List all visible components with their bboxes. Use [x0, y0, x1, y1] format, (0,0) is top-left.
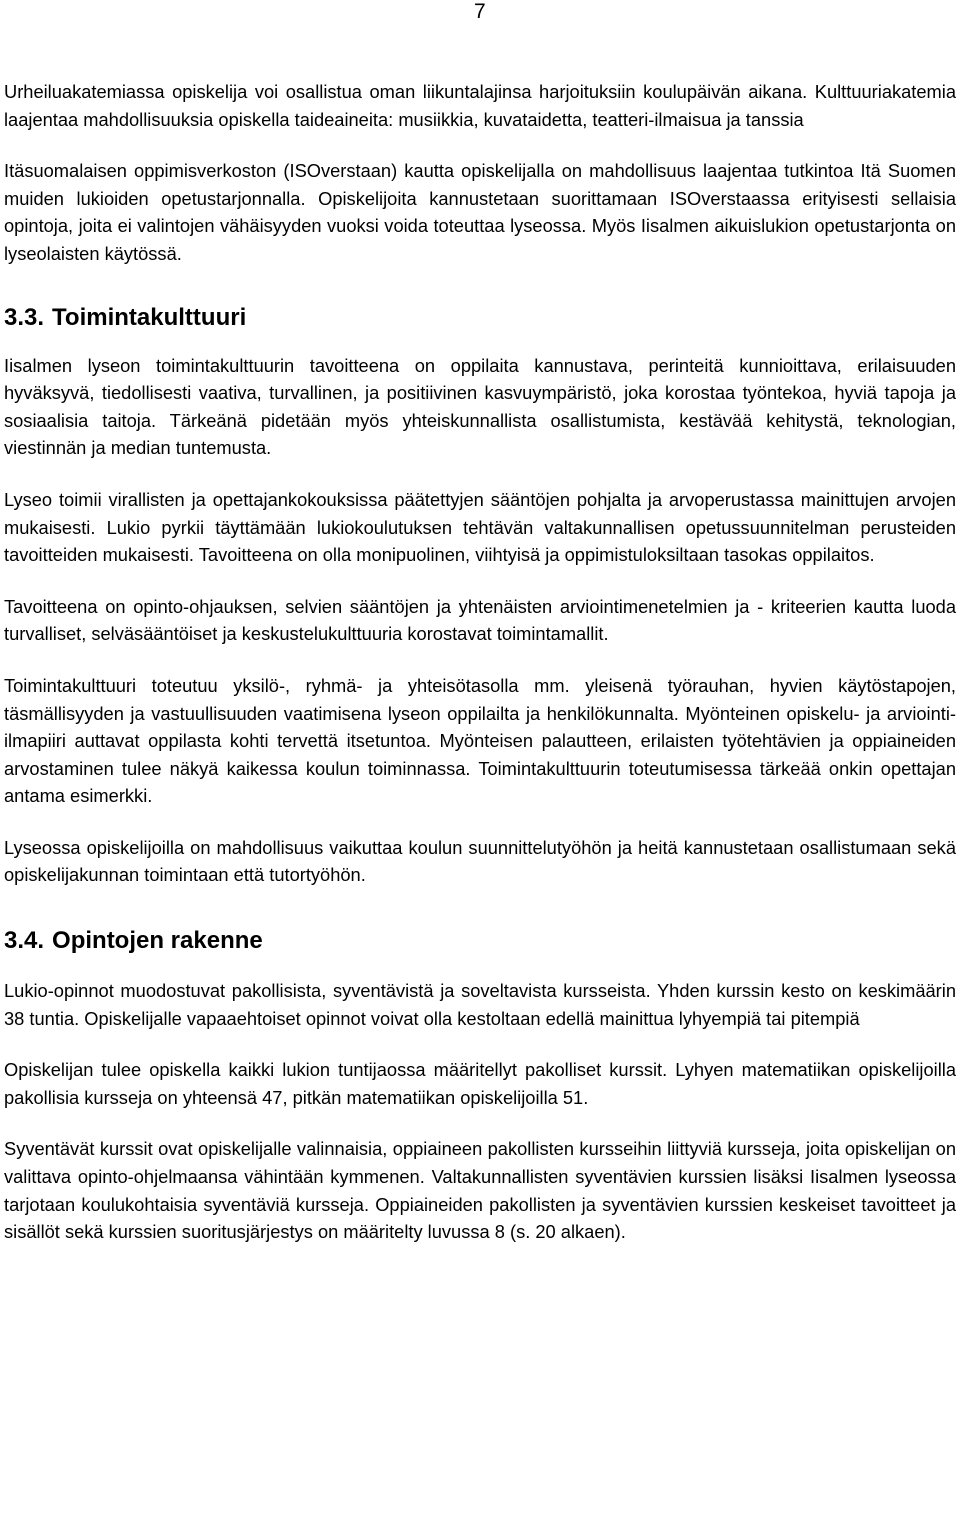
toimintakulttuuri-paragraph-5: Lyseossa opiskelijoilla on mahdollisuus vaikuttaa koulun suunnittelutyöhön ja heitä kannustetaan osallistumaan sekä opiskelijakunnan toimintaan että tutortyöhön.	[4, 836, 956, 886]
toimintakulttuuri-paragraph-4: Toimintakulttuuri toteutuu yksilö-, ryhmä- ja yhteisötasolla mm. yleisenä työrauhan, hyvien käytöstapojen, täsmällisyyden ja vastuullisuuden vaatimisena lyseon oppilailta ja henkilökunnalta. Myönteinen opiskelu- ja arviointi-ilmapiiri auttavat oppilasta kohti tervettä itsetuntoa. Myönteisen palautteen, erilaisten työtehtävien ja oppiaineiden arvostaminen tulee näkyä kaikessa koulun toiminnassa. Toimintakulttuurin toteutumisessa tärkeää onkin opettajan antama esimerkki.	[4, 674, 956, 807]
section-title: Opintojen rakenne	[52, 927, 263, 955]
opintojen-rakenne-paragraph-3: Syventävät kurssit ovat opiskelijalle valinnaisia, oppiaineen pakollisten kursseihin liittyviä kursseja, joita opiskelijan on valittava opinto-ohjelmaansa vähintään kymmenen. Valtakunnallisten syventävien kurssien lisäksi Iisalmen lyseossa tarjotaan koulukohtaisia syventäviä kursseja. Oppiaineiden pakollisten ja syventävien kurssien keskeiset tavoitteet ja sisällöt sekä kurssien suoritusjärjestys on määritelty luvussa 8 (s. 20 alkaen).	[4, 1138, 956, 1243]
toimintakulttuuri-paragraph-2: Lyseo toimii virallisten ja opettajankokouksissa päätettyjen sääntöjen pohjalta ja arvoperustassa mainittujen arvojen mukaisesti. Lukio pyrkii täyttämään lukiokoulutuksen tehtävän valtakunnallisen opetussuunnitelman perusteiden tavoitteiden mukaisesti. Tavoitteena on olla monipuolinen, viihtyisä ja oppimistuloksiltaan tasokas oppilaitos.	[4, 488, 956, 566]
toimintakulttuuri-paragraph-1: Iisalmen lyseon toimintakulttuurin tavoitteena on oppilaita kannustava, perinteitä kunnioittava, erilaisuuden hyväksyvä, tiedollisesti vaativa, turvallinen, ja positiivinen kasvuympäristö, joka korostaa työntekoa, hyviä tapoja ja sosiaalisia taitoja. Tärkeänä pidetään myös yhteiskunnallista osallistumista, kestävää kehitystä, teknologian, viestinnän ja median tuntemusta.	[4, 354, 956, 459]
section-number: 3.3.	[4, 303, 45, 331]
toimintakulttuuri-paragraph-3: Tavoitteena on opinto-ohjauksen, selvien sääntöjen ja yhtenäisten arviointimenetelmien ja - kriteerien kautta luoda turvalliset, selväsääntöiset ja keskustelukulttuuria korostavat toimintamallit.	[4, 595, 956, 645]
section-heading-toimintakulttuuri	[4, 304, 956, 332]
document-body	[4, 78, 956, 1246]
intro-paragraph-2: Itäsuomalaisen oppimisverkoston (ISOverstaan) kautta opiskelijalla on mahdollisuus laajentaa tutkintoa Itä Suomen muiden lukioiden opetustarjonnalla. Opiskelijoita kannustetaan suorittamaan ISOverstaassa erityisesti sellaisia opintoja, joita ei valintojen vähäisyyden vuoksi voida toteuttaa lyseossa. Myös Iisalmen aikuislukion opetustarjonta on lyseolaisten käytössä.	[4, 160, 956, 264]
section-number: 3.4.	[4, 927, 45, 955]
section-heading-opintojen-rakenne	[4, 927, 956, 955]
section-title: Toimintakulttuuri	[52, 303, 247, 331]
page-number: 7	[474, 0, 486, 23]
opintojen-rakenne-paragraph-2: Opiskelijan tulee opiskella kaikki lukion tuntijaossa määritellyt pakolliset kurssit. Lyhyen matematiikan opiskelijoilla pakollisia kursseja on yhteensä 47, pitkän matematiikan opiskelijoilla 51.	[4, 1059, 956, 1108]
intro-paragraph-1: Urheiluakatemiassa opiskelija voi osallistua oman liikuntalajinsa harjoituksiin koulupäivän aikana. Kulttuuriakatemia laajentaa mahdollisuuksia opiskella taideaineita: musiikkia, kuvataidetta, teatteri-ilmaisua ja tanssia	[4, 81, 956, 130]
opintojen-rakenne-paragraph-1: Lukio-opinnot muodostuvat pakollisista, syventävistä ja soveltavista kursseista. Yhden kurssin kesto on keskimäärin 38 tuntia. Opiskelijalle vapaaehtoiset opinnot voivat olla kestoltaan edellä mainittua lyhyempiä tai pitempiä	[4, 980, 956, 1029]
